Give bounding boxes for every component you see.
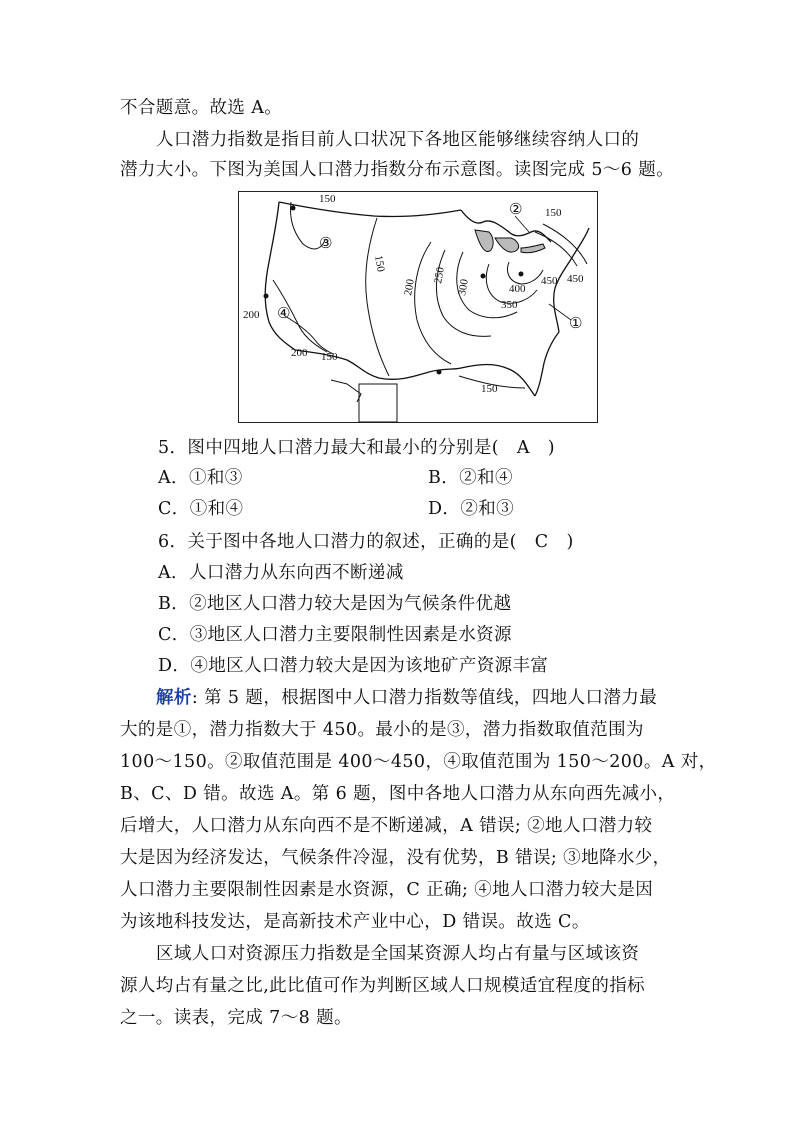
isoline-label: 150 [321,351,338,363]
analysis-line-6: 大是因为经济发达，气候条件冷湿，没有优势，B 错误; ③地降水少， [120,848,671,868]
area-marker-4: ④ [277,304,291,322]
q5-option-a: A．①和③ [158,468,243,488]
isoline-label: 250 [432,266,447,285]
isoline-label: 150 [319,193,336,205]
analysis-line-1 [156,686,716,710]
analysis-line-3: 100～150。②取值范围是 400～450，④取值范围为 150～200。A 对， [120,752,717,772]
q5-option-b: B．②和④ [428,468,513,488]
analysis-line-8: 为该地科技发达，是高新技术产业中心，D 错误。故选 C。 [120,912,590,932]
analysis-label: 解析 [156,688,192,708]
city-dot [519,272,524,277]
isoline-label: 200 [243,309,260,321]
passage-line-1: 区域人口对资源压力指数是全国某资源人均占有量与区域该资 [156,944,640,964]
isoline-label: 150 [545,207,562,219]
isoline-label: 200 [291,347,308,359]
us-population-potential-map [238,191,598,423]
isoline-label: 450 [567,273,584,285]
passage-line-2: 源人均占有量之比,此比值可作为判断区域人口规模适宜程度的指标 [120,976,646,996]
analysis-text: : 第 5 题，根据图中人口潜力指数等值线，四地人口潜力最 [191,688,658,708]
intro-line-1: 人口潜力指数是指目前人口状况下各地区能够继续容纳人口的 [156,130,640,150]
analysis-line-7: 人口潜力主要限制性因素是水资源，C 正确; ④地人口潜力较大是因 [120,880,654,900]
isoline-label: 150 [481,383,498,395]
isoline-label: 400 [509,283,526,295]
passage-line-3: 之一。读表，完成 7～8 题。 [120,1008,352,1028]
text-line-1: 不合题意。故选 A。 [120,98,283,118]
q5-option-d: D．②和③ [428,499,515,519]
q6-option-b: B．②地区人口潜力较大是因为气候条件优越 [158,594,512,614]
isoline-label: 450 [541,275,558,287]
q6-option-a: A．人口潜力从东向西不断递减 [158,563,404,583]
intro-line-2: 潜力大小。下图为美国人口潜力指数分布示意图。读图完成 5～6 题。 [120,160,675,180]
q5-option-c: C．①和④ [158,499,244,519]
question-5: 5．图中四地人口潜力最大和最小的分别是( A ) [158,438,556,458]
question-6: 6．关于图中各地人口潜力的叙述，正确的是( C ) [158,532,574,552]
analysis-line-2: 大的是①，潜力指数大于 450。最小的是③，潜力指数取值范围为 [120,720,644,740]
isoline-label: 200 [402,278,417,297]
area-marker-1: ① [569,314,583,332]
city-dot [437,370,442,375]
city-dot [481,274,486,279]
area-marker-2: ② [509,200,523,218]
isoline-label: 350 [501,299,518,311]
isoline-label: 150 [372,254,387,273]
city-dot [291,206,296,211]
q6-option-c: C．③地区人口潜力主要限制性因素是水资源 [158,625,512,645]
area-marker-3: ③ [319,234,333,252]
city-dot [264,294,269,299]
q6-option-d: D．④地区人口潜力较大是因为该地矿产资源丰富 [158,656,549,676]
isoline-label: 300 [456,278,471,297]
analysis-line-4: B、C、D 错。故选 A。第 6 题，图中各地人口潜力从东向西先减小， [120,784,676,804]
analysis-line-5: 后增大，人口潜力从东向西不是不断递减，A 错误; ②地人口潜力较 [120,816,653,836]
map-drawing [239,192,599,424]
